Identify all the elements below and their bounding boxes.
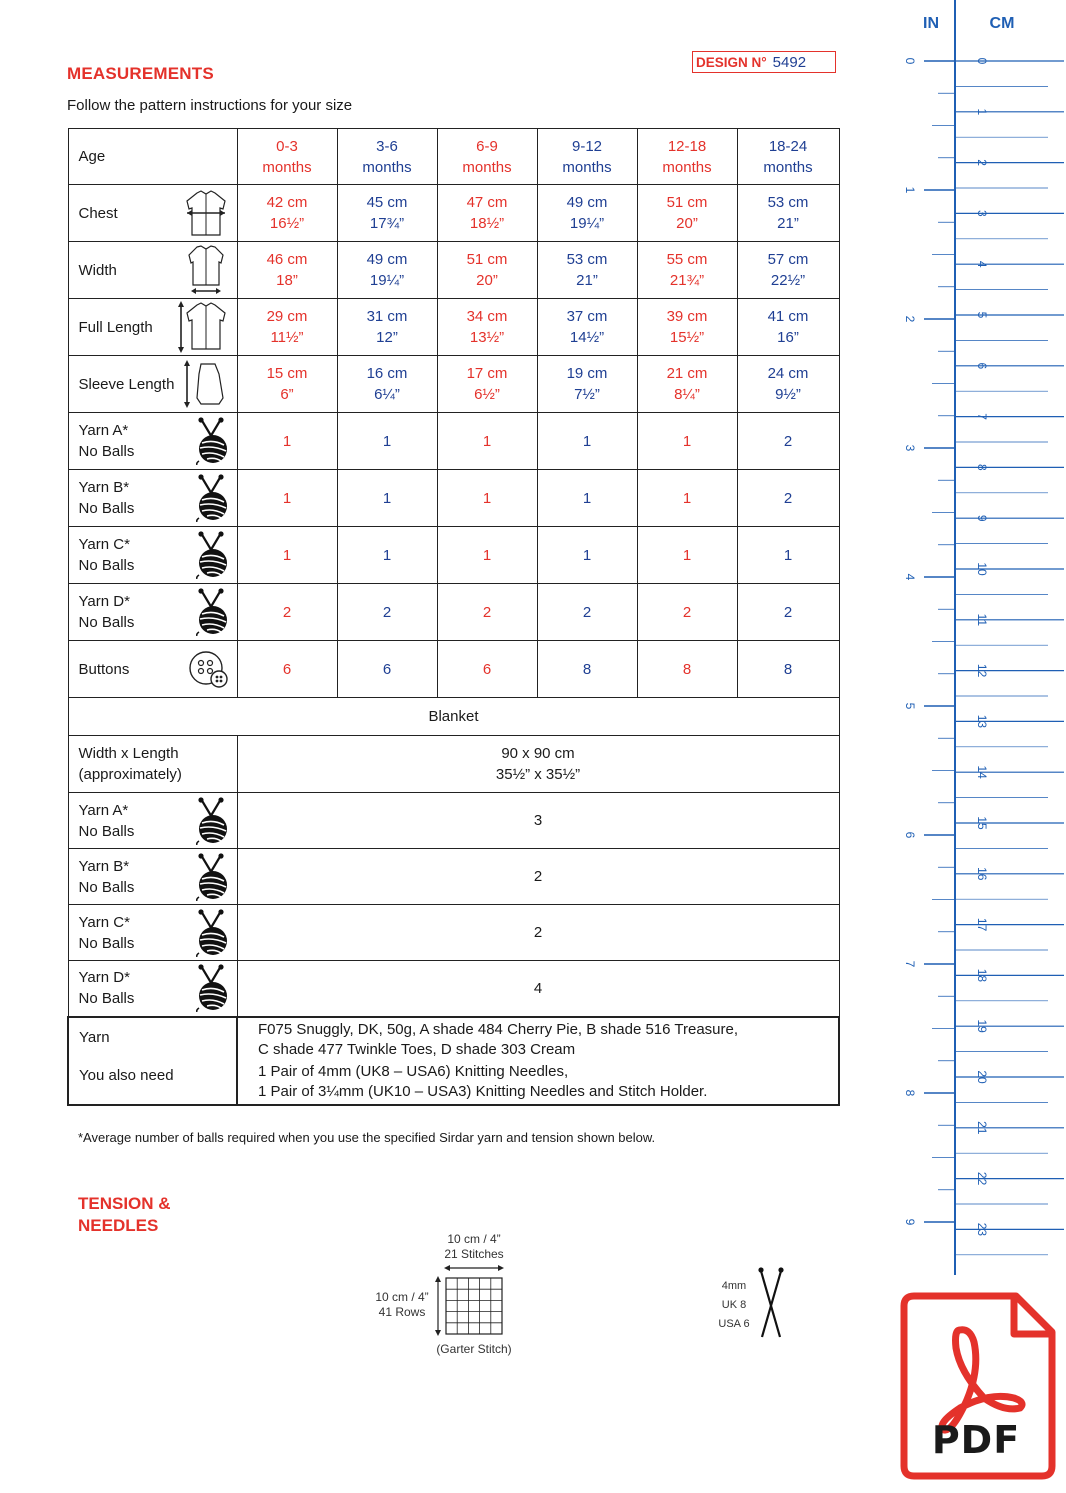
width-cardigan-icon [183,245,229,295]
ruler-cm-number: 9 [975,514,989,522]
ruler-cm-number: 19 [975,1019,989,1033]
ruler-inch-number: 0 [903,57,917,65]
chest-label: Chest [68,185,237,242]
yarn-ball-icon [193,531,229,579]
design-number: 5492 [772,53,807,71]
tension-height-label: 10 cm / 4” 41 Rows [375,1290,429,1319]
measuring-ruler [898,0,1066,1290]
tension-stitch-label: (Garter Stitch) [436,1342,512,1356]
blanket-yarn-d-row: Yarn D* No Balls 4 [68,961,839,1017]
materials-detail: F075 Snuggly, DK, 50g, A shade 484 Cherry Pie, B shade 516 Treasure, C shade 477 Twinkle Toes, D shade 303 Cream 1 Pair of 4mm (UK8 – USA6) Knitting Needles, 1 Pair of 3¼mm (UK10 – USA3) Knitting Needles and Stitch Holder. [237,1017,839,1105]
size-cell: 18-24 months [737,129,839,185]
ruler-cm-number: 22 [975,1171,989,1186]
yarn-ball-icon [193,797,229,845]
ruler-cm-number: 7 [975,413,989,420]
tension-title: TENSION & NEEDLES [78,1194,171,1235]
blanket-size-row [68,736,839,793]
ruler-cm-number: 23 [975,1222,989,1237]
yarn-ball-icon [193,417,229,465]
age-label: Age [68,129,237,185]
ruler-inch-number: 9 [903,1218,917,1226]
yarn-ball-icon [193,474,229,522]
footnote: *Average number of balls required when you use the specified Sirdar yarn and tension shown below. [78,1130,656,1145]
blanket-yarn-b-row: Yarn B* No Balls 2 [68,849,839,905]
chest-cardigan-icon [183,189,229,237]
ruler-cm-number: 18 [975,968,989,983]
full-length-cardigan-icon [177,301,229,353]
pdf-file-icon[interactable] [900,1290,1060,1482]
size-cell: 12-18 months [637,129,737,185]
blanket-size-value: 90 x 90 cm 35½” x 35½” [237,736,839,793]
age-row [68,129,839,185]
width-label: Width [68,242,237,299]
ruler-cm-number: 1 [975,108,989,116]
sleeve-length-icon [183,360,229,408]
ruler-cm-number: 11 [975,613,989,627]
design-number-box [692,51,836,73]
blanket-header-row [68,698,839,736]
blanket-yarn-c-label: Yarn C* No Balls [68,905,237,961]
measurements-table [67,128,840,1106]
sleeve-length-label: Sleeve Length [68,356,237,413]
ruler-inch-number: 4 [903,573,917,581]
blanket-yarn-c-row: Yarn C* No Balls 2 [68,905,839,961]
instructions-text: Follow the pattern instructions for your size [67,97,353,114]
yarn-ball-icon [193,588,229,636]
materials-row [68,1017,839,1105]
ruler-cm-number: 10 [975,562,989,576]
blanket-yarn-d-label: Yarn D* No Balls [68,961,237,1017]
ruler-cm-number: 21 [975,1121,989,1135]
yarn-ball-icon [193,909,229,957]
size-cell: 9-12 months [537,129,637,185]
width-row: Width 46 cm 18” 49 cm 19¼” 51 cm 20” 53 cm 21” 55 cm 21¾” 57 cm 22½” [68,242,839,299]
ruler-cm-label: CM [989,15,1015,32]
ruler-cm-number: 4 [975,260,989,268]
ruler-cm-number: 6 [975,362,989,370]
ruler-cm-number: 8 [975,464,989,471]
yarn-c-row: Yarn C* No Balls 1 1 1 1 1 1 [68,527,839,584]
ruler-inch-number: 2 [903,315,917,323]
yarn-b-label: Yarn B* No Balls [68,470,237,527]
blanket-yarn-a-label: Yarn A* No Balls [68,793,237,849]
ruler-cm-number: 13 [975,714,989,729]
knitting-needles-icon [756,1265,786,1341]
size-cell: 0-3 months [237,129,337,185]
size-cell: 3-6 months [337,129,437,185]
pdf-label: PDF [931,1418,1021,1462]
ruler-cm-number: 17 [975,917,989,932]
yarn-ball-icon [193,964,229,1012]
full-length-label: Full Length [68,299,237,356]
ruler-cm-number: 2 [975,159,989,166]
ruler-in-label: IN [923,15,939,32]
blanket-yarn-b-label: Yarn B* No Balls [68,849,237,905]
yarn-d-row: Yarn D* No Balls 2 2 2 2 2 2 [68,584,839,641]
yarn-b-row: Yarn B* No Balls 1 1 1 1 1 2 [68,470,839,527]
ruler-inch-number: 6 [903,831,917,839]
blanket-title: Blanket [68,698,839,736]
ruler-inch-number: 8 [903,1089,917,1097]
measurements-title: MEASUREMENTS [67,64,214,83]
ruler-inch-number: 3 [903,444,917,452]
materials-label: Yarn You also need [68,1017,237,1105]
needle-size-label: 4mm UK 8 USA 6 [718,1280,750,1330]
yarn-ball-icon [193,853,229,901]
design-label: DESIGN N° [696,54,767,70]
blanket-size-label: Width x Length (approximately) [68,736,237,793]
sleeve-length-row: Sleeve Length 15 cm 6” 16 cm 6¼” 17 cm 6½” 19 cm 7½” 21 cm 8¼” 24 cm 9½” [68,356,839,413]
ruler-inch-number: 1 [903,186,917,194]
buttons-label: Buttons [68,641,237,698]
yarn-d-label: Yarn D* No Balls [68,584,237,641]
ruler-inch-number: 7 [903,960,917,968]
ruler-cm-number: 0 [975,57,989,65]
button-icon [187,649,229,689]
ruler-cm-number: 3 [975,210,989,217]
buttons-row: Buttons 6 6 6 8 8 8 [68,641,839,698]
yarn-c-label: Yarn C* No Balls [68,527,237,584]
ruler-cm-number: 14 [975,765,989,779]
tension-width-label: 10 cm / 4” 21 Stitches [444,1232,504,1261]
yarn-a-row: Yarn A* No Balls 1 1 1 1 1 2 [68,413,839,470]
tension-grid-icon [430,1262,510,1340]
ruler-cm-number: 20 [975,1070,989,1084]
ruler-cm-number: 15 [975,816,989,830]
yarn-a-label: Yarn A* No Balls [68,413,237,470]
full-length-row: Full Length 29 cm 11½” 31 cm 12” 34 cm 13½” 37 cm 14½” 39 cm 15½” 41 cm 16” [68,299,839,356]
chest-row: Chest 42 cm 16½” 45 cm 17¾” 47 cm 18½” 49 cm 19¼” 51 cm 20” 53 cm 21” [68,185,839,242]
ruler-cm-number: 16 [975,867,989,881]
blanket-yarn-a-row: Yarn A* No Balls 3 [68,793,839,849]
ruler-inch-number: 5 [903,702,917,710]
ruler-cm-number: 12 [975,663,989,678]
ruler-cm-number: 5 [975,311,989,319]
size-cell: 6-9 months [437,129,537,185]
